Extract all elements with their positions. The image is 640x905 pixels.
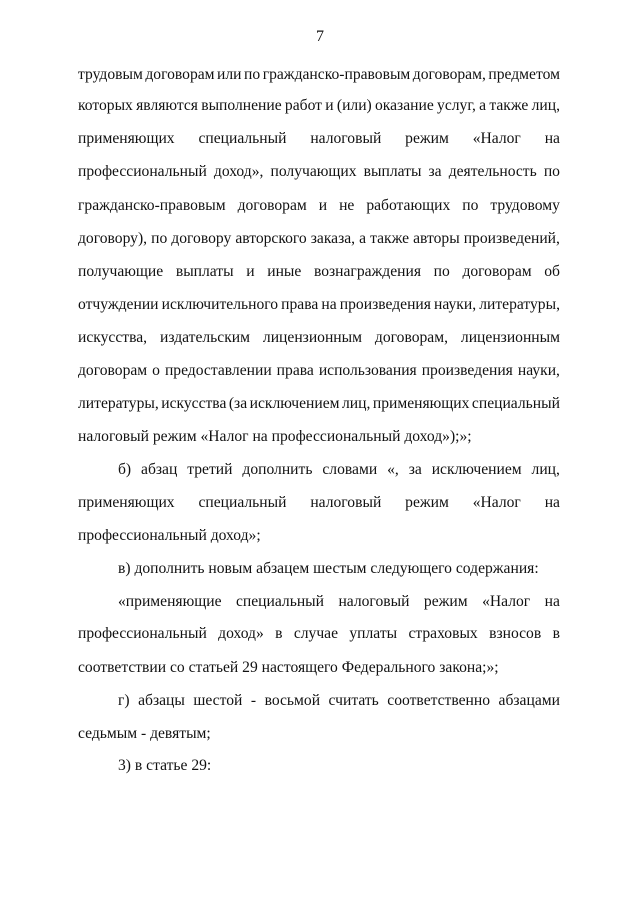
word: исключением [431, 461, 522, 478]
word: считать [328, 692, 379, 709]
word: «, [387, 461, 399, 478]
text-line [78, 162, 560, 182]
word: за [428, 163, 442, 180]
word: специальный [235, 593, 324, 610]
text-line: соответствии со статьей 29 настоящего Федерального закона;»; [78, 659, 499, 676]
text-line [78, 229, 560, 249]
word: литературы, [78, 395, 159, 412]
text-line: 3) в статье 29: [118, 757, 212, 774]
word: специальный [198, 494, 287, 511]
word: договору), [78, 230, 148, 247]
word: или [217, 66, 242, 83]
text-line [78, 262, 560, 282]
word: предоставлении [164, 362, 272, 379]
word: уплаты [349, 625, 398, 642]
word: искусства, [78, 329, 148, 346]
word: восьмой [264, 692, 321, 709]
word: налоговый [338, 593, 410, 610]
word: лиц, [531, 461, 560, 478]
word: и [318, 197, 328, 214]
word: абзацами [498, 692, 560, 709]
text-line [118, 460, 560, 480]
word: работ [284, 97, 322, 114]
word: налоговый [310, 494, 382, 511]
word: науки, [517, 362, 560, 379]
word: лицензионным [262, 329, 362, 346]
word: профессиональный [78, 625, 207, 642]
text-line [78, 65, 560, 85]
word: «Налог [472, 130, 521, 147]
word: абзац [141, 461, 178, 478]
text-line: профессиональный доход»; [78, 527, 261, 544]
word: в [275, 625, 283, 642]
word: режим [405, 494, 449, 511]
word: произведения [339, 296, 431, 313]
word: на [544, 130, 560, 147]
word: гражданско-правовым [262, 66, 411, 83]
text-line [78, 129, 560, 149]
word: договорам, [374, 329, 448, 346]
word: по [543, 163, 560, 180]
word: договорам [78, 362, 148, 379]
word: работающих [366, 197, 451, 214]
word: дополнить [242, 461, 313, 478]
word: «Налог [472, 494, 521, 511]
word: гражданско-правовым [78, 197, 226, 214]
word: на [544, 494, 560, 511]
word: трудовым [78, 66, 143, 83]
word: применяющих [78, 494, 175, 511]
word: вознаграждения [313, 263, 422, 280]
word: исключением [249, 395, 340, 412]
word: права [276, 362, 314, 379]
text-line [78, 361, 560, 381]
word: иные [267, 263, 302, 280]
text-line [78, 96, 560, 116]
word: шестой [193, 692, 243, 709]
word: доход», [213, 163, 264, 180]
word: профессиональный [78, 163, 207, 180]
word: режим [405, 130, 449, 147]
word: г) [118, 692, 130, 709]
word: использования [318, 362, 417, 379]
page-number: 7 [316, 28, 324, 45]
word: получающие [78, 263, 164, 280]
word: произведения [421, 362, 513, 379]
word: и [246, 263, 255, 280]
text-line [78, 394, 560, 414]
text-line: седьмым - девятым; [78, 725, 211, 742]
word: об [544, 263, 560, 280]
word: лиц, [342, 395, 371, 412]
word: а [479, 97, 487, 114]
word: договорам [462, 263, 532, 280]
word: оказание [375, 97, 434, 114]
word: произведений, [463, 230, 560, 247]
word: также [489, 97, 529, 114]
word: лиц, [531, 97, 560, 114]
word: режим [423, 593, 468, 610]
word: по [151, 230, 168, 247]
word: страховых [408, 625, 478, 642]
word: специальный [471, 395, 560, 412]
word: по [433, 263, 450, 280]
text-line [78, 196, 560, 216]
word: авторского [235, 230, 307, 247]
word: (или) [336, 97, 372, 114]
word: деятельность [448, 163, 537, 180]
word: договорам [145, 66, 215, 83]
word: трудовому [490, 197, 560, 214]
word: абзацы [138, 692, 185, 709]
text-line [78, 624, 560, 644]
word: «применяющие [118, 593, 222, 610]
text-line: в) дополнить новым абзацем шестым следующего содержания: [118, 560, 539, 577]
word: выполнение [201, 97, 282, 114]
word: выплаты [363, 163, 422, 180]
word: литературы, [479, 296, 560, 313]
word: являются [136, 97, 198, 114]
word: словами [322, 461, 378, 478]
word: б) [118, 461, 132, 478]
word: «Налог [482, 593, 531, 610]
word: права [281, 296, 319, 313]
word: предметом [488, 66, 560, 83]
word: применяющих [372, 395, 470, 412]
word: доход» [218, 625, 264, 642]
word: авторы [413, 230, 460, 247]
word: и [325, 97, 334, 114]
word: соответственно [387, 692, 491, 709]
text-line [118, 691, 560, 711]
word: исключительного [161, 296, 279, 313]
word: искусства [161, 395, 227, 412]
word: по [244, 66, 261, 83]
word: также [370, 230, 410, 247]
word: лицензионным [460, 329, 560, 346]
word: на [321, 296, 337, 313]
word: выплаты [175, 263, 234, 280]
word: налоговый [310, 130, 382, 147]
word: отчуждении [78, 296, 159, 313]
text-line [78, 295, 560, 315]
word: которых [78, 97, 133, 114]
word: по [462, 197, 479, 214]
word: (за [228, 395, 248, 412]
word: не [339, 197, 355, 214]
word: на [544, 593, 560, 610]
word: за [408, 461, 422, 478]
text-line [78, 328, 560, 348]
word: услуг, [437, 97, 476, 114]
word: третий [187, 461, 233, 478]
word: заказа, [310, 230, 356, 247]
word: применяющих [78, 130, 175, 147]
word: специальный [198, 130, 287, 147]
text-line: налоговый режим «Налог на профессиональный доход»);»; [78, 428, 472, 445]
text-line [78, 493, 560, 513]
word: случае [293, 625, 339, 642]
word: получающих [270, 163, 357, 180]
word: договору [171, 230, 232, 247]
word: а [359, 230, 367, 247]
text-line [118, 592, 560, 612]
word: договорам [237, 197, 307, 214]
word: о [152, 362, 160, 379]
word: взносов [489, 625, 542, 642]
word: - [250, 692, 257, 709]
word: науки, [434, 296, 477, 313]
word: договорам, [412, 66, 486, 83]
word: в [552, 625, 560, 642]
word: издательским [159, 329, 250, 346]
